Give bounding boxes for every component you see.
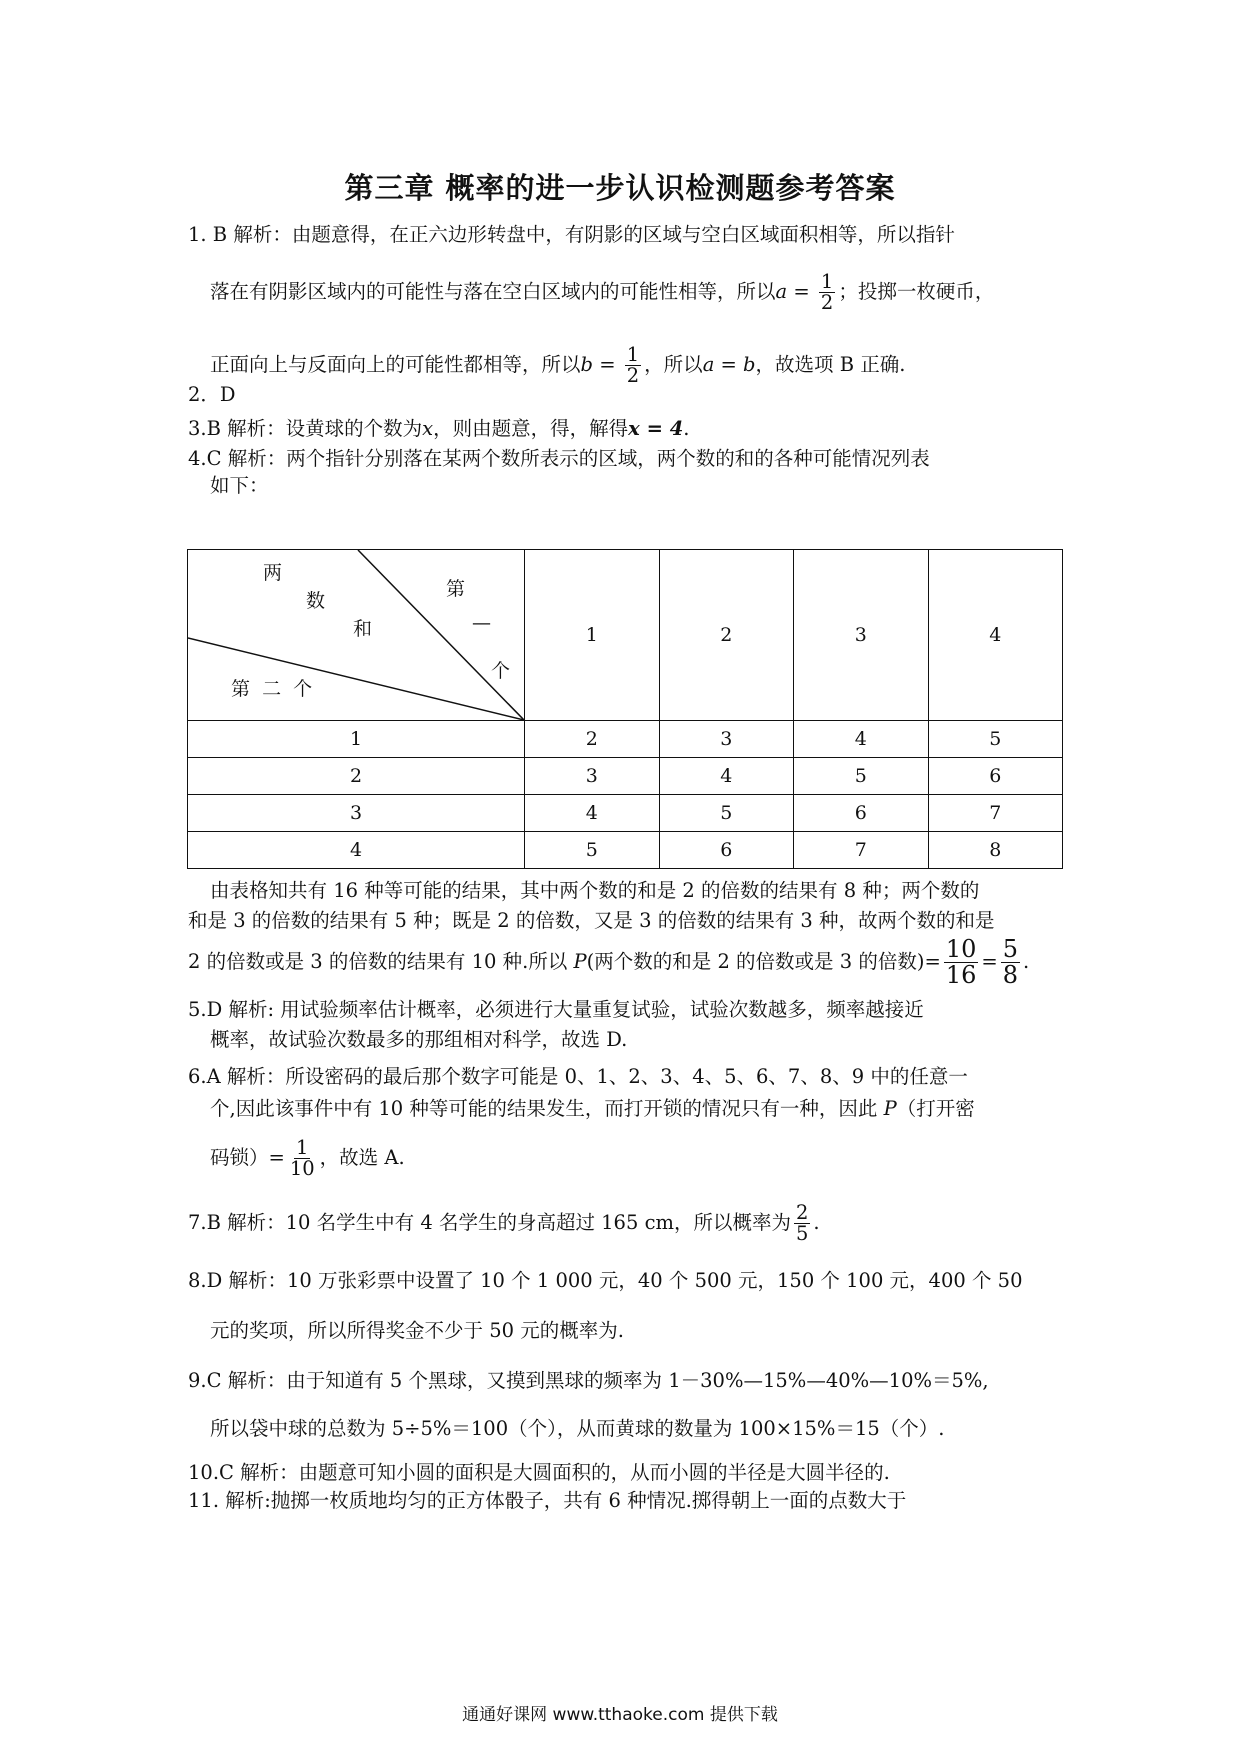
answer-10: 10.C 解析：由题意可知小圆的面积是大圆面积的，从而小圆的半径是大圆半径的. [188, 1461, 890, 1484]
diagonal-label: 第 [446, 578, 466, 600]
answer-1-line-2 [210, 262, 994, 322]
table-cell: 6 [659, 832, 794, 869]
answer-5-line-2: 概率，故试验次数最多的那组相对科学，故选 D. [210, 1028, 628, 1051]
answer-1-text: 落在有阴影区域内的可能性与落在空白区域内的可能性相等，所以 [210, 280, 776, 303]
answer-4-analysis-line-2: 和是 3 的倍数的结果有 5 种；既是 2 的倍数，又是 3 的倍数的结果有 3 种，故两个数的和是 [188, 909, 995, 932]
variable-b: b [580, 353, 593, 376]
answer-1-text: ；投掷一枚硬币， [838, 280, 995, 303]
answer-3-text: ，则由题意，得，解得 [433, 417, 629, 440]
fraction-one-half [819, 269, 835, 314]
diagonal-label: — [472, 612, 491, 634]
fraction-numerator: 1 [820, 269, 834, 293]
fraction-denominator: 2 [820, 291, 834, 314]
fraction-numerator: 10 [945, 934, 977, 963]
fraction-ten-sixteenths [944, 934, 979, 989]
probability-symbol: P [883, 1097, 897, 1120]
table-cell: 5 [659, 795, 794, 832]
answer-1-text: ，故选项 B 正确. [755, 353, 906, 376]
table-cell: 6 [794, 795, 929, 832]
answer-3 [188, 416, 689, 442]
equals-sign: = [593, 353, 622, 376]
table-row [188, 795, 1063, 832]
table-cell: 6 [928, 758, 1063, 795]
table-row [188, 832, 1063, 869]
fraction-denominator: 5 [795, 1222, 809, 1245]
table-cell: 5 [794, 758, 929, 795]
answer-4-text: . [1022, 950, 1030, 973]
table-cell: 3 [659, 721, 794, 758]
answer-6-line-1: 6.A 解析：所设密码的最后那个数字可能是 0、1、2、3、4、5、6、7、8、9 中的任意一 [188, 1065, 968, 1088]
answer-6-text: 个,因此该事件中有 10 种等可能的结果发生，而打开锁的情况只有一种，因此 [210, 1097, 884, 1120]
table-row [188, 721, 1063, 758]
diagonal-header-cell [188, 550, 525, 721]
answer-7-text: 7.B 解析：10 名学生中有 4 名学生的身高超过 165 cm，所以概率为 [188, 1211, 791, 1234]
table-cell: 8 [928, 832, 1063, 869]
answer-4-text: 2 的倍数或是 3 的倍数的结果有 10 种.所以 [188, 950, 574, 973]
fraction-two-fifths [794, 1200, 810, 1245]
column-header: 3 [794, 550, 929, 721]
variable-x: x [422, 417, 434, 440]
expression-x-equals-4: x = 4 [628, 417, 684, 440]
answer-9-line-2: 所以袋中球的总数为 5÷5%＝100（个），从而黄球的数量为 100×15%＝15（个）. [210, 1417, 945, 1440]
fraction-denominator: 16 [945, 961, 977, 989]
fraction-denominator: 8 [1002, 961, 1018, 989]
row-header: 1 [188, 721, 525, 758]
column-header: 2 [659, 550, 794, 721]
diagonal-label: 个 [491, 660, 511, 682]
table-cell: 4 [659, 758, 794, 795]
table-cell: 7 [928, 795, 1063, 832]
column-header: 1 [525, 550, 660, 721]
equals-sign: = [981, 950, 998, 973]
table-cell: 3 [525, 758, 660, 795]
table-header-row [188, 550, 1063, 721]
sum-table [187, 549, 1063, 869]
answer-4-analysis-line-1: 由表格知共有 16 种等可能的结果，其中两个数的和是 2 的倍数的结果有 8 种；两个数的 [210, 879, 980, 902]
diagonal-label: 数 [306, 590, 326, 612]
answer-7-text: . [813, 1211, 820, 1234]
fraction-denominator: 10 [289, 1157, 315, 1180]
answer-4-line-1: 4.C 解析：两个指针分别落在某两个数所表示的区域，两个数的和的各种可能情况列表 [188, 447, 930, 470]
table-cell: 2 [525, 721, 660, 758]
row-header: 2 [188, 758, 525, 795]
fraction-numerator: 5 [1002, 934, 1018, 963]
diagonal-label: 两 [263, 562, 283, 584]
fraction-denominator: 2 [626, 364, 640, 387]
answer-6-text: 码锁）= [210, 1146, 285, 1169]
table-cell: 5 [928, 721, 1063, 758]
answer-6-line-3 [210, 1126, 405, 1190]
equals-sign: = [787, 280, 816, 303]
expression-a-equals-b: a = b [702, 353, 756, 376]
probability-symbol: P [573, 950, 587, 973]
answer-1-text: ，所以 [644, 353, 703, 376]
diagonal-label: 和 [353, 618, 373, 640]
answer-1-line-1: 1. B 解析：由题意得，在正六边形转盘中，有阴影的区域与空白区域面积相等，所以指针 [188, 223, 955, 246]
answer-9-line-1: 9.C 解析：由于知道有 5 个黑球，又摸到黑球的频率为 1－30%—15%—40%—10%＝5%, [188, 1369, 989, 1392]
row-header: 4 [188, 832, 525, 869]
answer-2: 2．D [188, 383, 236, 406]
answer-1-text: 正面向上与反面向上的可能性都相等，所以 [210, 353, 581, 376]
fraction-numerator: 1 [626, 342, 640, 366]
answer-6-text: ，故选 A. [319, 1146, 405, 1169]
table-cell: 4 [794, 721, 929, 758]
row-header: 3 [188, 795, 525, 832]
answer-3-text: . [683, 417, 690, 440]
table-row [188, 758, 1063, 795]
answer-5-line-1: 5.D 解析: 用试验频率估计概率，必须进行大量重复试验，试验次数越多，频率越接近 [188, 998, 924, 1021]
table-cell: 5 [525, 832, 660, 869]
answer-11: 11. 解析:抛掷一枚质地均匀的正方体骰子，共有 6 种情况.掷得朝上一面的点数大于 [188, 1489, 907, 1512]
fraction-five-eighths [1001, 934, 1020, 989]
answer-6-text: （打开密 [896, 1097, 975, 1120]
page-footer: 通通好课网 www.tthaoke.com 提供下载 [462, 1705, 778, 1725]
fraction-numerator: 2 [795, 1200, 809, 1224]
answer-6-line-2 [210, 1096, 975, 1122]
table-cell: 7 [794, 832, 929, 869]
fraction-numerator: 1 [296, 1135, 309, 1159]
fraction-one-half [625, 342, 641, 387]
answer-4-analysis-line-3 [188, 930, 1029, 994]
answer-3-text: 3.B 解析：设黄球的个数为 [188, 417, 423, 440]
answer-7 [188, 1191, 820, 1255]
page-title: 第三章 概率的进一步认识检测题参考答案 [344, 171, 896, 205]
diagonal-label: 第 二 个 [231, 678, 313, 700]
table-cell: 4 [525, 795, 660, 832]
fraction-one-tenth [288, 1135, 317, 1180]
answer-8-line-1: 8.D 解析：10 万张彩票中设置了 10 个 1 000 元，40 个 500 元，150 个 100 元，400 个 50 [188, 1269, 1023, 1292]
column-header: 4 [928, 550, 1063, 721]
variable-a: a [775, 280, 788, 303]
answer-4-text: (两个数的和是 2 的倍数或是 3 的倍数)= [586, 950, 941, 973]
answer-1-line-3 [210, 335, 905, 395]
answer-4-line-2: 如下： [210, 474, 269, 497]
answer-8-line-2: 元的奖项，所以所得奖金不少于 50 元的概率为. [210, 1319, 624, 1342]
